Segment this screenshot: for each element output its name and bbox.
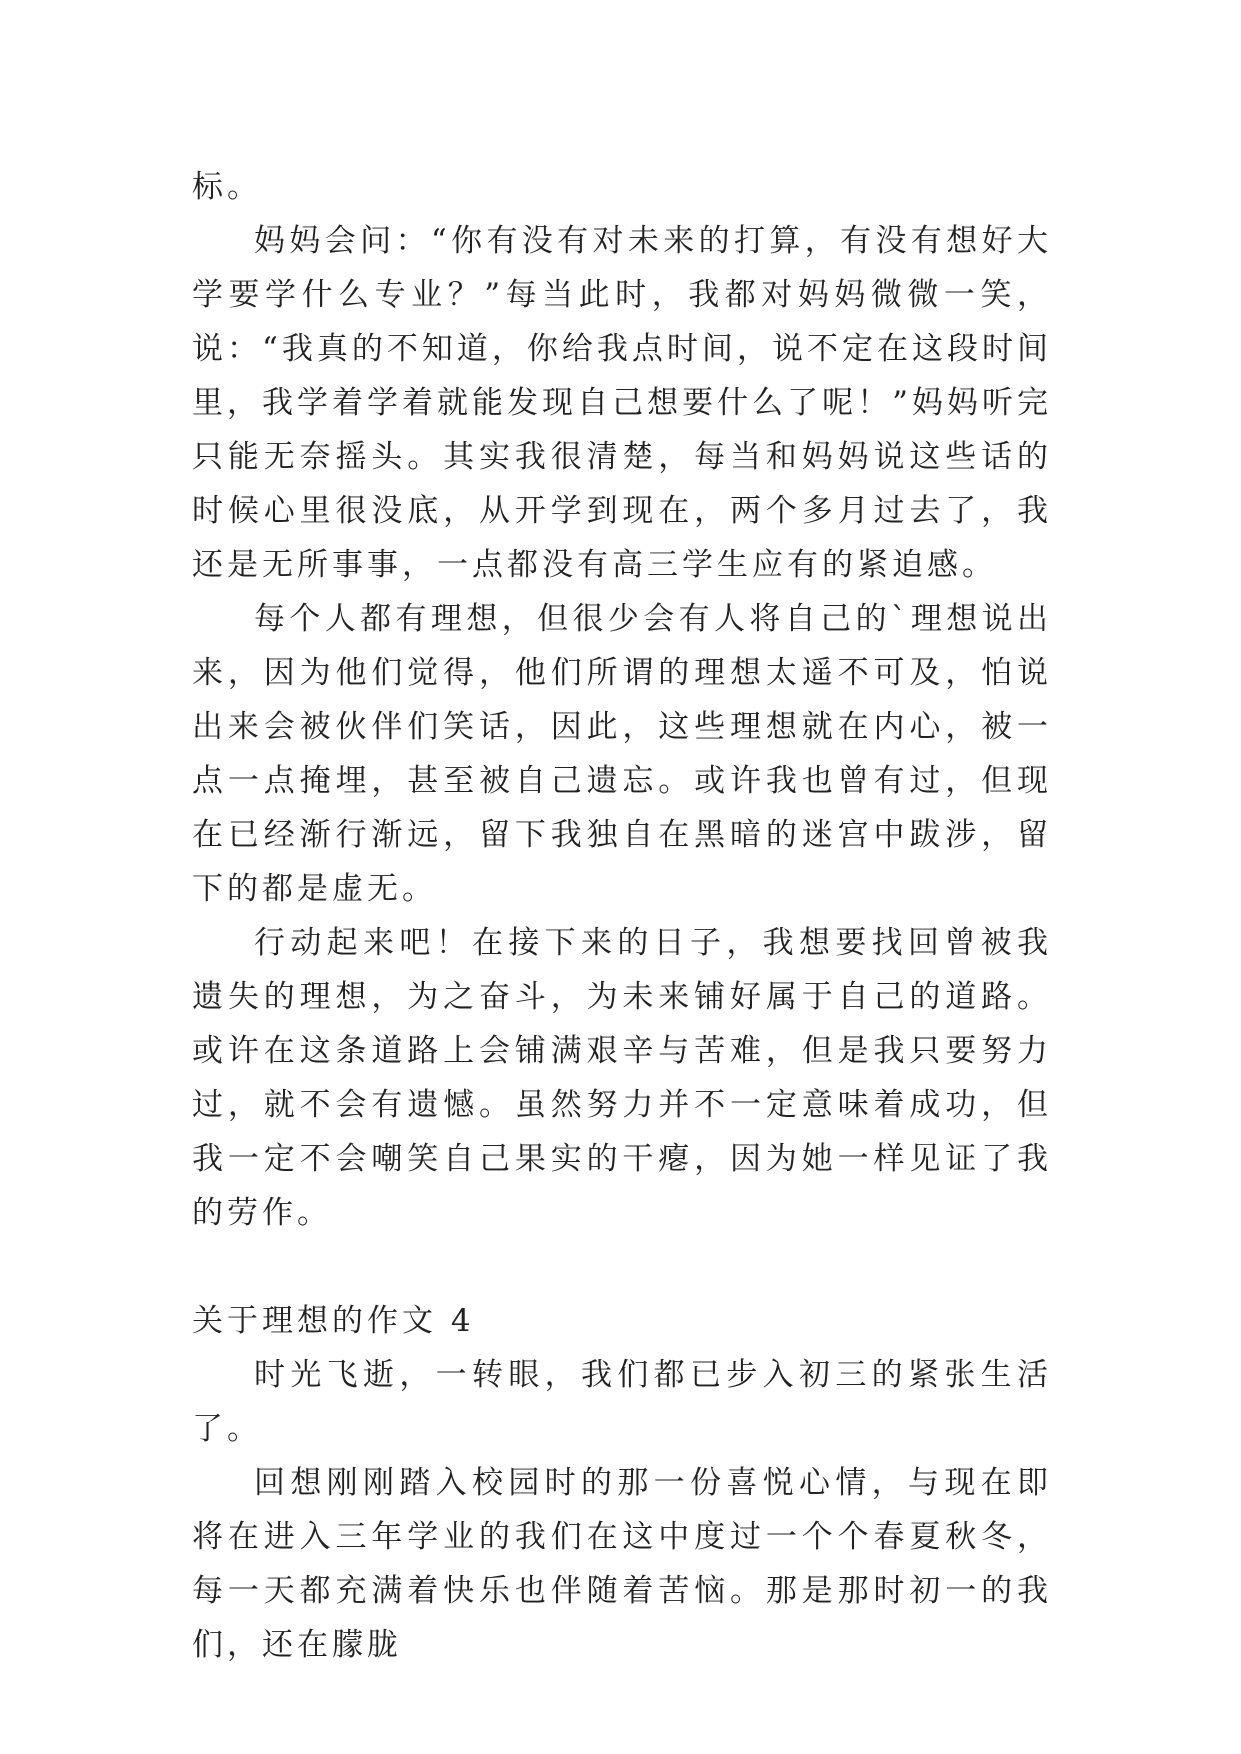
- section-spacer: [192, 1240, 1052, 1294]
- section-title: 关于理想的作文 4: [192, 1303, 475, 1339]
- paragraph-time-flies: 时光飞逝，一转眼，我们都已步入初三的紧张生活了。: [192, 1357, 1052, 1447]
- paragraph-fragment: 标。: [192, 169, 262, 205]
- paragraph-recall: 回想刚刚踏入校园时的那一份喜悦心情，与现在即将在进入三年学业的我们在这中度过一个个春夏秋冬，每一天都充满着快乐也伴随着苦恼。那是那时初一的我们，还在朦胧: [192, 1465, 1052, 1663]
- paragraph-everyone-has-ideal: 每个人都有理想，但很少会有人将自己的`理想说出来，因为他们觉得，他们所谓的理想太遥不可及，怕说出来会被伙伴们笑话，因此，这些理想就在内心，被一点一点掩埋，甚至被自己遗忘。或许我也曾有过，但现在已经渐行渐远，留下我独自在黑暗的迷宫中跋涉，留下的都是虚无。: [192, 601, 1052, 907]
- paragraph-mother-question: 妈妈会问：“你有没有对未来的打算，有没有想好大学要学什么专业？”每当此时，我都对妈妈微微一笑，说：“我真的不知道，你给我点时间，说不定在这段时间里，我学着学着就能发现自己想要什么了呢！”妈妈听完只能无奈摇头。其实我很清楚，每当和妈妈说这些话的时候心里很没底，从开学到现在，两个多月过去了，我还是无所事事，一点都没有高三学生应有的紧迫感。: [192, 223, 1052, 583]
- document-body: [192, 160, 1052, 1672]
- paragraph-take-action: 行动起来吧！在接下来的日子，我想要找回曾被我遗失的理想，为之奋斗，为未来铺好属于自己的道路。或许在这条道路上会铺满艰辛与苦难，但是我只要努力过，就不会有遗憾。虽然努力并不一定意味着成功，但我一定不会嘲笑自己果实的干瘪，因为她一样见证了我的劳作。: [192, 925, 1052, 1231]
